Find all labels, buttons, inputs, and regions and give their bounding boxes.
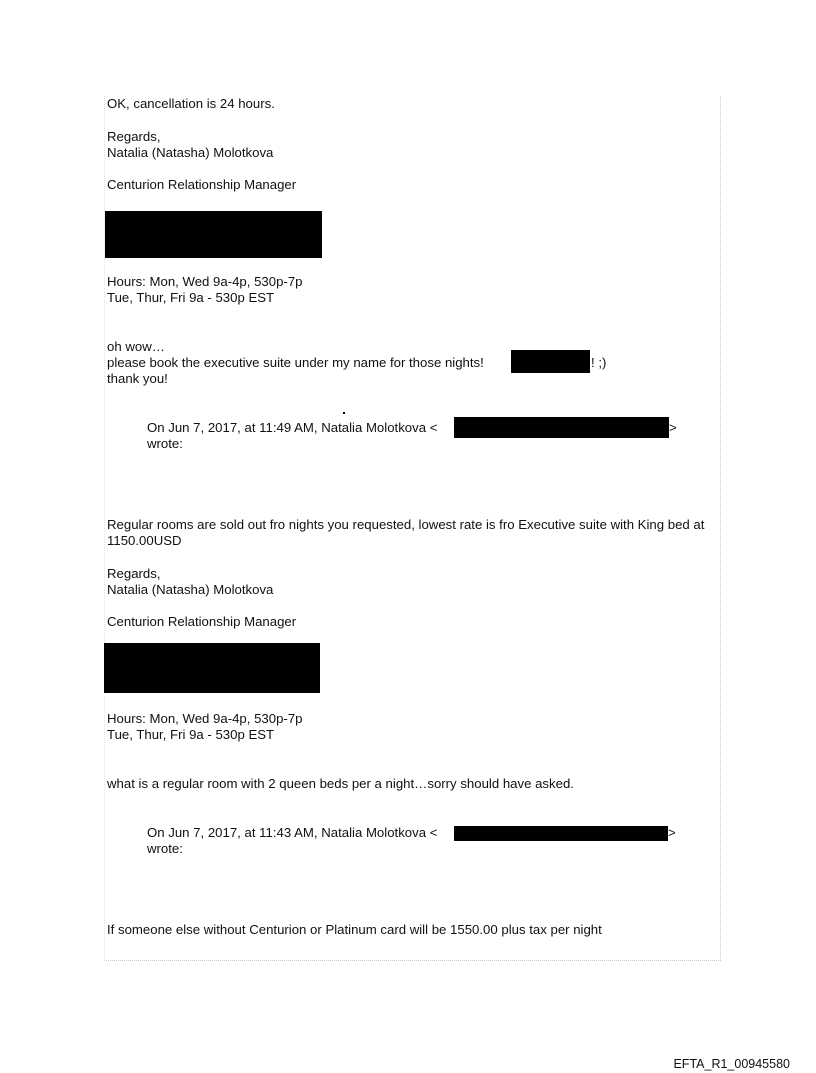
- message-body: what is a regular room with 2 queen beds per a night…sorry should have asked.: [107, 776, 574, 791]
- quote-header: On Jun 7, 2017, at 11:49 AM, Natalia Molotkova <: [147, 420, 438, 435]
- redaction-block: [104, 643, 320, 693]
- signature-role: Centurion Relationship Manager: [107, 177, 297, 192]
- message-line: thank you!: [107, 371, 168, 386]
- signature-role: Centurion Relationship Manager: [107, 614, 297, 629]
- quote-header-end: >: [669, 420, 677, 435]
- signature-name: Natalia (Natasha) Molotkova: [107, 145, 274, 160]
- signature-hours-line2: Tue, Thur, Fri 9a - 530p EST: [107, 727, 275, 742]
- quote-wrote: wrote:: [147, 841, 183, 856]
- redaction-block: [454, 417, 669, 438]
- stray-mark: [343, 412, 345, 414]
- signature-regards: Regards,: [107, 566, 161, 581]
- quote-wrote: wrote:: [147, 436, 183, 451]
- message-body: If someone else without Centurion or Platinum card will be 1550.00 plus tax per night: [107, 922, 602, 937]
- redaction-block: [511, 350, 590, 373]
- message-body: OK, cancellation is 24 hours.: [107, 96, 275, 111]
- redaction-block: [105, 211, 322, 258]
- message-line: oh wow…: [107, 339, 165, 354]
- quote-header-end: >: [668, 825, 676, 840]
- document-id: EFTA_R1_00945580: [673, 1057, 790, 1071]
- signature-name: Natalia (Natasha) Molotkova: [107, 582, 274, 597]
- message-line: please book the executive suite under my name for those nights!: [107, 355, 484, 370]
- message-body: Regular rooms are sold out fro nights you requested, lowest rate is fro Executive suite with King bed at 1150.00USD: [107, 517, 705, 548]
- signature-hours-line1: Hours: Mon, Wed 9a-4p, 530p-7p: [107, 274, 303, 289]
- signature-regards: Regards,: [107, 129, 161, 144]
- message-line-end: ! ;): [591, 355, 607, 370]
- signature-hours-line2: Tue, Thur, Fri 9a - 530p EST: [107, 290, 275, 305]
- signature-hours-line1: Hours: Mon, Wed 9a-4p, 530p-7p: [107, 711, 303, 726]
- quote-header: On Jun 7, 2017, at 11:43 AM, Natalia Molotkova <: [147, 825, 438, 840]
- redaction-block: [454, 826, 668, 841]
